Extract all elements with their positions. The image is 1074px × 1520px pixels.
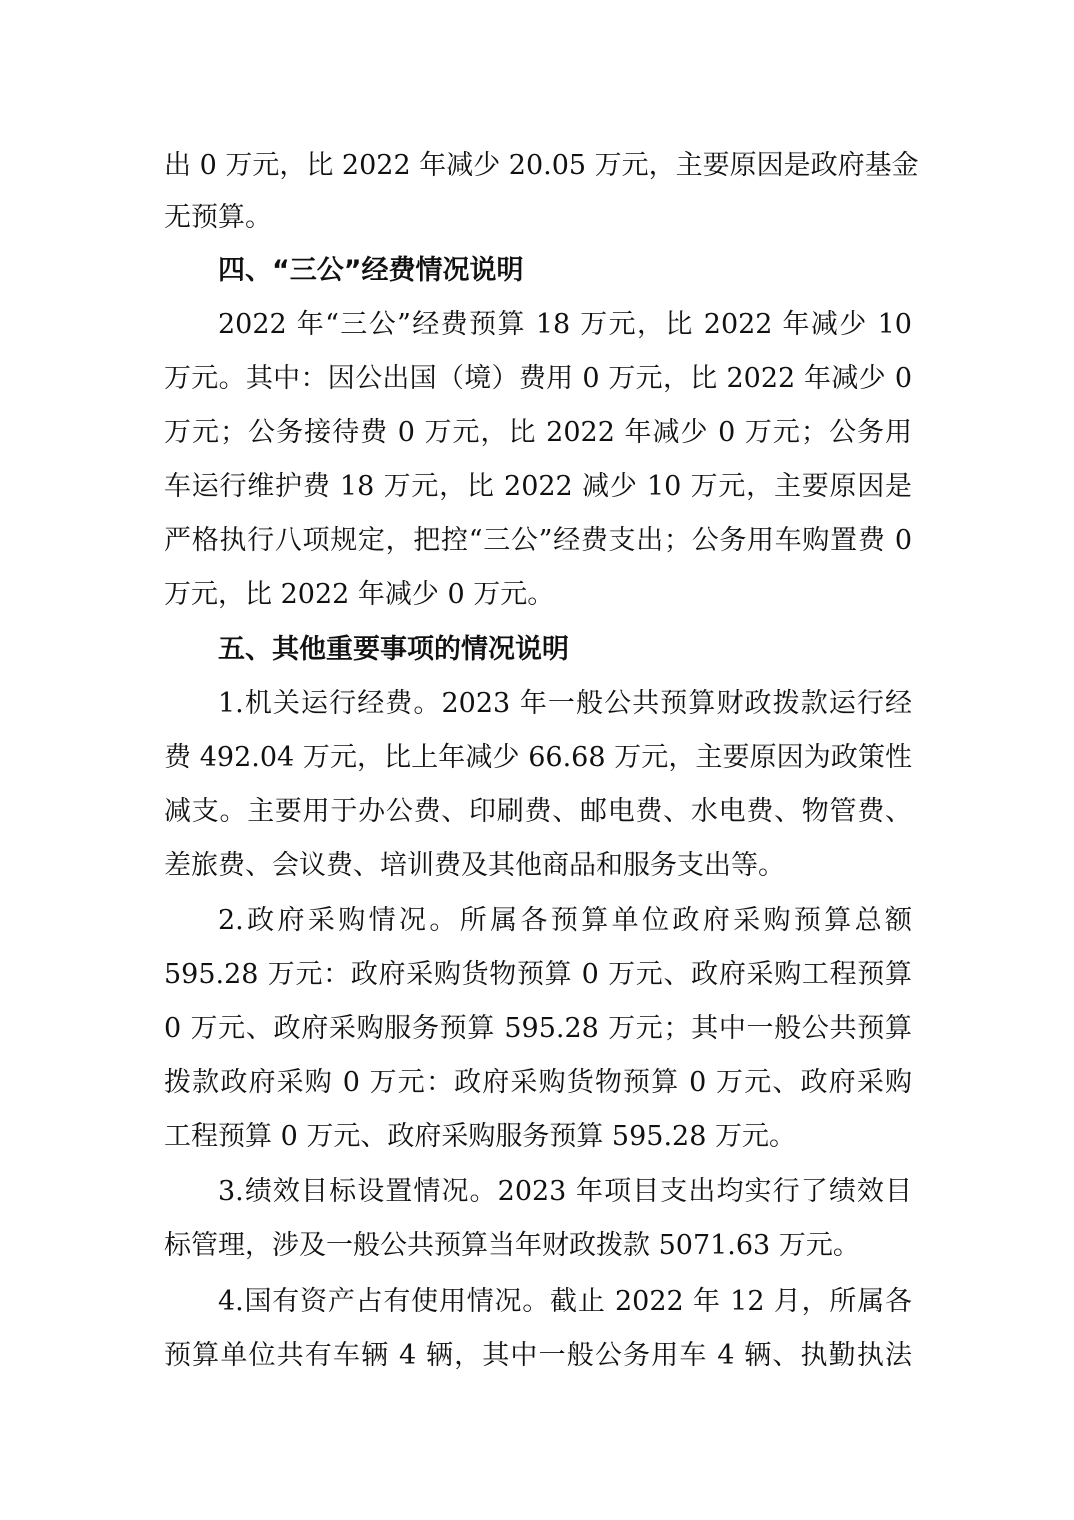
paragraph-line: 3.绩效目标设置情况。2023 年项目支出均实行了绩效目: [218, 1176, 912, 1207]
paragraph-line: 万元，比 2022 年减少 0 万元。: [164, 579, 555, 610]
paragraph-line: 费 492.04 万元，比上年减少 66.68 万元，主要原因为政策性: [164, 742, 912, 773]
paragraph-line: 差旅费、会议费、培训费及其他商品和服务支出等。: [164, 850, 785, 881]
paragraph-line: 0 万元、政府采购服务预算 595.28 万元；其中一般公共预算: [164, 1013, 912, 1044]
paragraph-line: 无预算。: [164, 202, 272, 233]
section-heading-other-matters: 五、其他重要事项的情况说明: [218, 634, 569, 665]
paragraph-line: 严格执行八项规定，把控“三公”经费支出；公务用车购置费 0: [164, 525, 912, 556]
paragraph-line: 1.机关运行经费。2023 年一般公共预算财政拨款运行经: [218, 688, 912, 719]
paragraph-line: 万元；公务接待费 0 万元，比 2022 年减少 0 万元；公务用: [164, 417, 912, 448]
paragraph-line: 拨款政府采购 0 万元：政府采购货物预算 0 万元、政府采购: [164, 1067, 912, 1098]
paragraph-line: 车运行维护费 18 万元，比 2022 减少 10 万元，主要原因是: [164, 471, 912, 502]
paragraph-line: 标管理，涉及一般公共预算当年财政拨款 5071.63 万元。: [164, 1230, 860, 1261]
paragraph-line: 4.国有资产占有使用情况。截止 2022 年 12 月，所属各: [218, 1286, 912, 1317]
paragraph-line: 2.政府采购情况。所属各预算单位政府采购预算总额: [218, 905, 912, 936]
paragraph-line: 工程预算 0 万元、政府采购服务预算 595.28 万元。: [164, 1121, 796, 1152]
paragraph-line: 2022 年“三公”经费预算 18 万元，比 2022 年减少 10: [218, 309, 912, 340]
paragraph-line: 预算单位共有车辆 4 辆，其中一般公务用车 4 辆、执勤执法: [164, 1340, 912, 1371]
paragraph-line: 595.28 万元：政府采购货物预算 0 万元、政府采购工程预算: [164, 959, 912, 990]
section-heading-san-gong: 四、“三公”经费情况说明: [218, 255, 524, 286]
paragraph-line: 万元。其中：因公出国（境）费用 0 万元，比 2022 年减少 0: [164, 363, 912, 394]
paragraph-line: 减支。主要用于办公费、印刷费、邮电费、水电费、物管费、: [164, 796, 912, 827]
paragraph-line: 出 0 万元，比 2022 年减少 20.05 万元，主要原因是政府基金: [164, 150, 919, 181]
